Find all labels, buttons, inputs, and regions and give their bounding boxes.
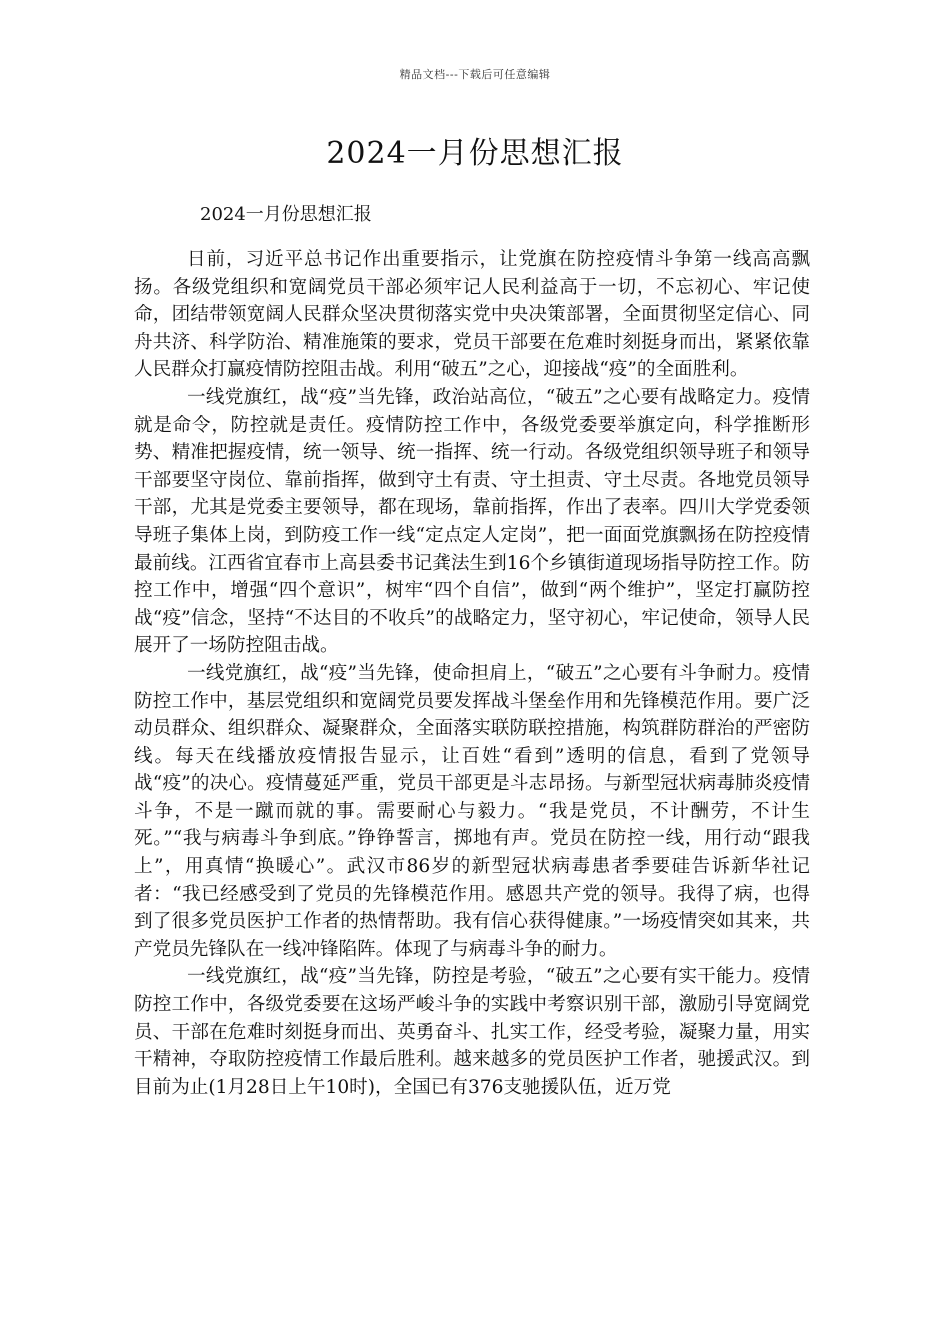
paragraph-2: 一线党旗红，战“疫”当先锋，政治站高位，“破五”之心要有战略定力。疫情就是命令，防控就是责任。疫情防控工作中，各级党委要举旗定向，科学推断形势、精准把握疫情，统一领导、统一指挥、统一行动。各级党组织领导班子和领导干部要坚守岗位、靠前指挥，做到守土有责、守土担责、守土尽责。各地党员领导干部，尤其是党委主要领导，都在现场，靠前指挥，作出了表率。四川大学党委领导班子集体上岗，到防疫工作一线“定点定人定岗”，把一面面党旗飘扬在防控疫情最前线。江西省宜春市上高县委书记龚法生到16个乡镇街道现场指导防控工作。防控工作中，增强“四个意识”，树牢“四个自信”，做到“两个维护”，坚定打赢防控战“疫”信念，坚持“不达目的不收兵”的战略定力，坚守初心，牢记使命，领导人民展开了一场防控阻击战。 bbox=[134, 386, 810, 657]
paragraph-1: 日前，习近平总书记作出重要指示，让党旗在防控疫情斗争第一线高高飘扬。各级党组织和宽阔党员干部必须牢记人民利益高于一切，不忘初心、牢记使命，团结带领宽阔人民群众坚决贯彻落实党中央决策部署，全面贯彻坚定信心、同舟共济、科学防治、精准施策的要求，党员干部要在危难时刻挺身而出，紧紧依靠人民群众打赢疫情防控阻击战。利用“破五”之心，迎接战“疫”的全面胜利。 bbox=[134, 249, 810, 381]
document-body bbox=[134, 246, 810, 1276]
document-title: 2024一月份思想汇报 bbox=[326, 136, 624, 171]
page-header: 精品文档---下载后可任意编辑 bbox=[399, 68, 551, 81]
paragraph-4: 一线党旗红，战“疫”当先锋，防控是考验，“破五”之心要有实干能力。疫情防控工作中，各级党委要在这场严峻斗争的实践中考察识别干部，激励引导宽阔党员、干部在危难时刻挺身而出、英勇奋斗、扎实工作，经受考验，凝聚力量，用实干精神，夺取防控疫情工作最后胜利。越来越多的党员医护工作者，驰援武汉。到目前为止(1月28日上午10时)，全国已有376支驰援队伍，近万党 bbox=[134, 966, 810, 1098]
document-subtitle: 2024一月份思想汇报 bbox=[200, 204, 372, 225]
paragraph-3: 一线党旗红，战“疫”当先锋，使命担肩上，“破五”之心要有斗争耐力。疫情防控工作中，基层党组织和宽阔党员要发挥战斗堡垒作用和先锋模范作用。要广泛动员群众、组织群众、凝聚群众，全面落实联防联控措施，构筑群防群治的严密防线。每天在线播放疫情报告显示，让百姓“看到”透明的信息，看到了党领导战“疫”的决心。疫情蔓延严重，党员干部更是斗志昂扬。与新型冠状病毒肺炎疫情斗争，不是一蹴而就的事。需要耐心与毅力。“我是党员，不计酬劳，不计生死。”“我与病毒斗争到底。”铮铮誓言，掷地有声。党员在防控一线，用行动“跟我上”，用真情“换暖心”。武汉市86岁的新型冠状病毒患者季要硅告诉新华社记者：“我已经感受到了党员的先锋模范作用。感恩共产党的领导。我得了病，也得到了很多党员医护工作者的热情帮助。我有信心获得健康。”一场疫情突如其来，共产党员先锋队在一线冲锋陷阵。体现了与病毒斗争的耐力。 bbox=[134, 662, 810, 960]
